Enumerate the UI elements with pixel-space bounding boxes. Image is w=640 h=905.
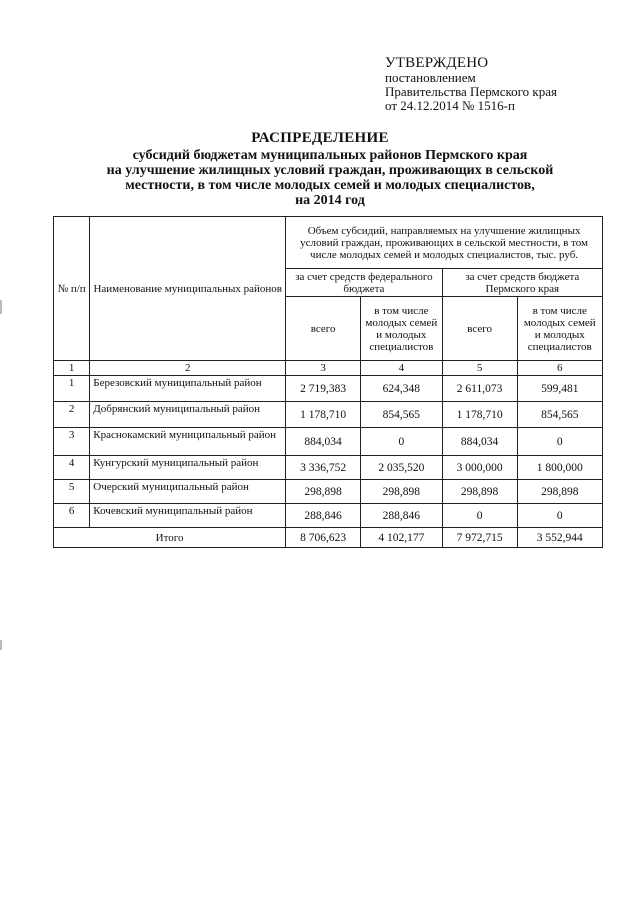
- row-reg-young: 298,898: [517, 480, 602, 504]
- table-row: [54, 480, 603, 504]
- row-fed-young: 2 035,520: [361, 456, 443, 480]
- row-fed-total: 298,898: [286, 480, 361, 504]
- row-name: Кунгурский муниципальный район: [90, 456, 286, 480]
- document-subtitle: [60, 148, 600, 208]
- approval-heading: УТВЕРЖДЕНО: [385, 55, 489, 71]
- row-reg-young: 1 800,000: [517, 456, 602, 480]
- subtitle-line: местности, в том числе молодых семей и молодых специалистов,: [125, 178, 535, 193]
- scan-edge-mark: [0, 640, 2, 650]
- column-index: 5: [442, 361, 517, 376]
- header-reg-young: в том числе молодых семей и молодых специалистов: [517, 297, 602, 361]
- header-fed-total: всего: [286, 297, 361, 361]
- row-no: 2: [54, 402, 90, 428]
- subsidy-table: [53, 216, 603, 548]
- total-fed-total: 8 706,623: [286, 528, 361, 548]
- row-name: Краснокамский муниципальный район: [90, 428, 286, 456]
- approval-line: от 24.12.2014 № 1516-п: [385, 98, 515, 113]
- row-fed-total: 1 178,710: [286, 402, 361, 428]
- row-no: 6: [54, 504, 90, 528]
- column-index: 6: [517, 361, 602, 376]
- row-reg-young: 854,565: [517, 402, 602, 428]
- total-label: Итого: [54, 528, 286, 548]
- column-index: 3: [286, 361, 361, 376]
- row-name: Кочевский муниципальный район: [90, 504, 286, 528]
- row-fed-young: 0: [361, 428, 443, 456]
- row-name: Березовский муниципальный район: [90, 376, 286, 402]
- row-reg-total: 298,898: [442, 480, 517, 504]
- row-fed-total: 288,846: [286, 504, 361, 528]
- header-federal: за счет средств федерального бюджета: [286, 269, 442, 297]
- row-fed-young: 624,348: [361, 376, 443, 402]
- row-reg-total: 884,034: [442, 428, 517, 456]
- header-no: № п/п: [54, 217, 90, 361]
- scan-edge-mark: [0, 300, 2, 314]
- approval-line: Правительства Пермского края: [385, 84, 557, 99]
- row-fed-total: 3 336,752: [286, 456, 361, 480]
- row-reg-total: 1 178,710: [442, 402, 517, 428]
- header-fed-young: в том числе молодых семей и молодых специалистов: [361, 297, 443, 361]
- row-no: 5: [54, 480, 90, 504]
- row-name: Очерский муниципальный район: [90, 480, 286, 504]
- column-index-row: [54, 361, 603, 376]
- table-row: [54, 428, 603, 456]
- approval-line: постановлением: [385, 70, 476, 85]
- row-fed-young: 298,898: [361, 480, 443, 504]
- row-reg-young: 0: [517, 504, 602, 528]
- row-fed-total: 2 719,383: [286, 376, 361, 402]
- header-volume: Объем субсидий, направляемых на улучшение жилищных условий граждан, проживающих в сельской местности, в том числе молодых семей и молодых специалистов, тыс. руб.: [286, 217, 603, 269]
- document-title: РАСПРЕДЕЛЕНИЕ: [251, 130, 389, 146]
- subtitle-line: субсидий бюджетам муниципальных районов Пермского края: [132, 148, 528, 163]
- row-reg-total: 3 000,000: [442, 456, 517, 480]
- row-reg-young: 599,481: [517, 376, 602, 402]
- row-fed-young: 854,565: [361, 402, 443, 428]
- row-reg-total: 0: [442, 504, 517, 528]
- header-regional: за счет средств бюджета Пермского края: [442, 269, 602, 297]
- total-fed-young: 4 102,177: [361, 528, 443, 548]
- row-no: 4: [54, 456, 90, 480]
- total-row: [54, 528, 603, 548]
- column-index: 4: [361, 361, 443, 376]
- header-name: Наименование муниципальных районов: [90, 217, 286, 361]
- column-index: 2: [90, 361, 286, 376]
- row-no: 3: [54, 428, 90, 456]
- table-row: [54, 456, 603, 480]
- row-reg-young: 0: [517, 428, 602, 456]
- row-no: 1: [54, 376, 90, 402]
- row-name: Добрянский муниципальный район: [90, 402, 286, 428]
- table-row: [54, 402, 603, 428]
- row-fed-total: 884,034: [286, 428, 361, 456]
- column-index: 1: [54, 361, 90, 376]
- header-reg-total: всего: [442, 297, 517, 361]
- table-row: [54, 376, 603, 402]
- row-fed-young: 288,846: [361, 504, 443, 528]
- row-reg-total: 2 611,073: [442, 376, 517, 402]
- table-row: [54, 504, 603, 528]
- total-reg-total: 7 972,715: [442, 528, 517, 548]
- subtitle-line: на улучшение жилищных условий граждан, проживающих в сельской: [106, 163, 554, 178]
- subtitle-line: на 2014 год: [295, 193, 365, 208]
- approval-stamp: [385, 56, 557, 113]
- total-reg-young: 3 552,944: [517, 528, 602, 548]
